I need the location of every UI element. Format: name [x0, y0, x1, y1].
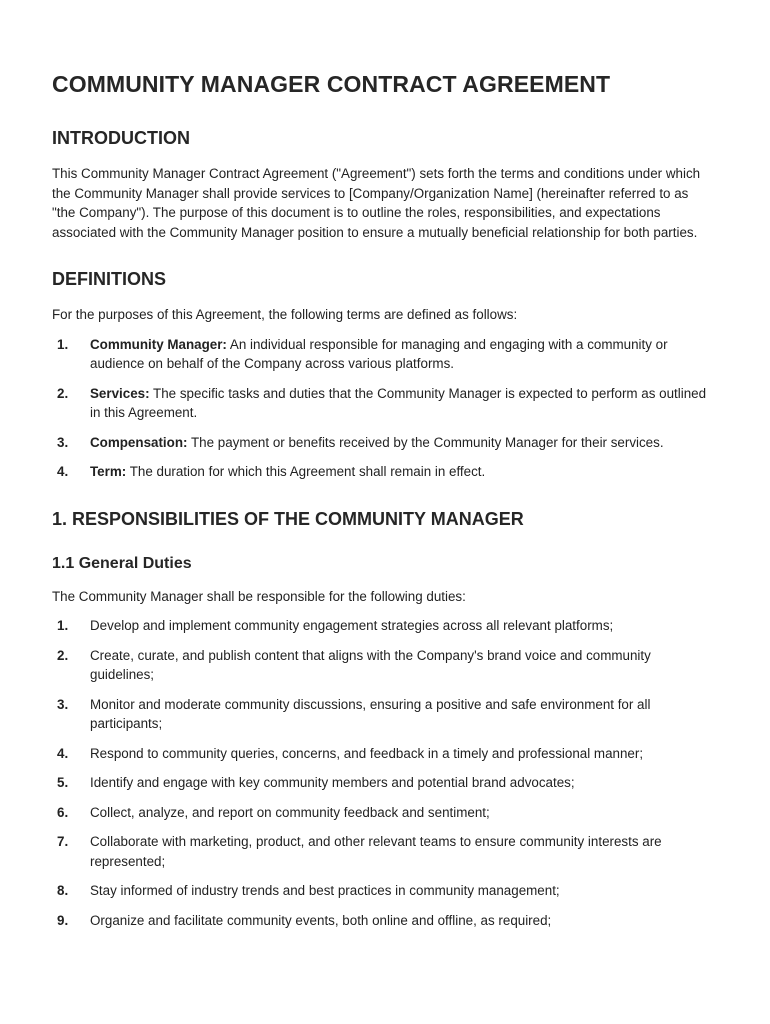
definition-text: The payment or benefits received by the Community Manager for their services.	[187, 434, 664, 450]
list-number: 3.	[57, 696, 69, 712]
duty-item	[52, 616, 710, 636]
duty-item	[52, 773, 710, 793]
definitions-lead: For the purposes of this Agreement, the following terms are defined as follows:	[52, 307, 518, 322]
duty-text: Respond to community queries, concerns, and feedback in a timely and professional manner;	[90, 745, 644, 761]
duty-text: Create, curate, and publish content that aligns with the Company's brand voice and community guidelines;	[90, 647, 651, 682]
duty-item	[52, 646, 710, 685]
definition-item	[52, 462, 710, 482]
introduction-section	[52, 128, 710, 242]
duty-item	[52, 695, 710, 734]
definitions-list	[52, 335, 710, 482]
duty-text: Stay informed of industry trends and best practices in community management;	[90, 883, 560, 898]
duty-item	[52, 881, 710, 901]
definition-term: Compensation:	[90, 434, 188, 450]
list-number: 5.	[57, 775, 69, 790]
definition-text: An individual responsible for managing and engaging with a community or audience on behalf of the Company across various platforms.	[90, 336, 668, 371]
list-number: 6.	[57, 804, 69, 820]
general-duties-lead: The Community Manager shall be responsible for the following duties:	[52, 588, 466, 604]
list-number: 4.	[57, 464, 69, 479]
duty-item	[52, 744, 710, 764]
definitions-section	[52, 269, 710, 482]
definition-term: Term:	[90, 464, 127, 479]
general-duties-heading: 1.1 General Duties	[52, 554, 192, 572]
list-number: 2.	[57, 385, 69, 401]
introduction-heading: INTRODUCTION	[52, 128, 190, 148]
list-number: 3.	[57, 434, 69, 450]
list-number: 7.	[57, 834, 69, 849]
definition-term: Services:	[90, 385, 150, 401]
duty-text: Collect, analyze, and report on community feedback and sentiment;	[90, 804, 490, 820]
duty-text: Collaborate with marketing, product, and other relevant teams to ensure community interests are represented;	[90, 834, 662, 869]
definition-item	[52, 335, 710, 374]
list-number: 1.	[57, 336, 69, 352]
list-number: 9.	[57, 912, 69, 928]
general-duties-list	[52, 616, 710, 930]
definition-item	[52, 384, 710, 423]
definitions-heading: DEFINITIONS	[52, 269, 167, 289]
list-number: 2.	[57, 647, 69, 663]
definition-text: The duration for which this Agreement shall remain in effect.	[126, 464, 486, 479]
document-title: COMMUNITY MANAGER CONTRACT AGREEMENT	[52, 71, 611, 97]
list-number: 4.	[57, 745, 69, 761]
duty-text: Identify and engage with key community members and potential brand advocates;	[90, 775, 575, 790]
list-number: 8.	[57, 883, 69, 898]
duty-item	[52, 911, 710, 931]
responsibilities-heading: 1. RESPONSIBILITIES OF THE COMMUNITY MANAGER	[52, 508, 524, 529]
list-number: 1.	[57, 618, 69, 633]
duty-item	[52, 803, 710, 823]
duty-text: Organize and facilitate community events, both online and offline, as required;	[90, 912, 552, 928]
definition-text: The specific tasks and duties that the Community Manager is expected to perform as outlined in this Agreement.	[90, 385, 707, 420]
duty-text: Develop and implement community engagement strategies across all relevant platforms;	[90, 618, 614, 633]
duty-text: Monitor and moderate community discussions, ensuring a positive and safe environment for all participants;	[90, 696, 651, 731]
definition-term: Community Manager:	[90, 336, 227, 352]
definition-item	[52, 433, 710, 453]
duty-item	[52, 832, 710, 871]
responsibilities-section	[52, 509, 710, 931]
introduction-text: This Community Manager Contract Agreement ("Agreement") sets forth the terms and conditions under which the Community Manager shall provide services to [Company/Organization Name] (hereinafter referred to as "the Company"). The purpose of this document is to outline the roles, responsibilities, and expectations associated with the Community Manager position to ensure a mutually beneficial relationship for both parties.	[52, 166, 701, 240]
